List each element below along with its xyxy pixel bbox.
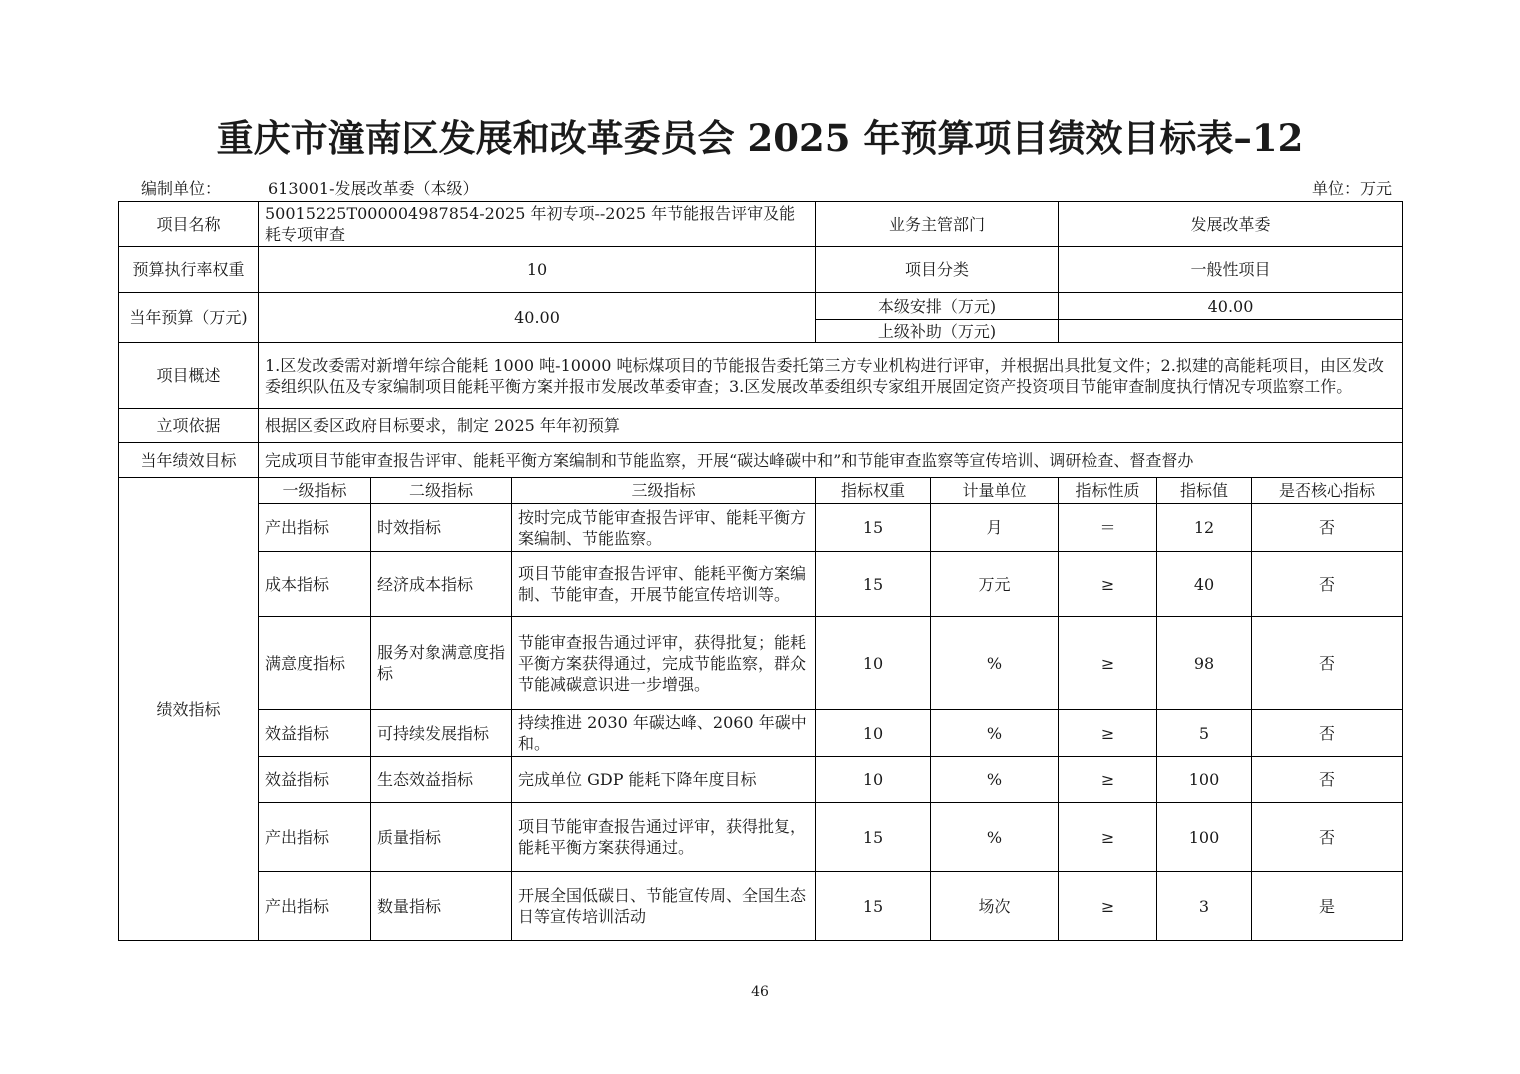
- header-cell: 二级指标: [371, 478, 512, 504]
- indicator-row: [119, 552, 1403, 617]
- nature-cell: ≥: [1059, 872, 1157, 941]
- upper-label: 上级补助（万元): [816, 320, 1059, 343]
- unit-cell: %: [931, 757, 1059, 803]
- header-cell: 一级指标: [259, 478, 371, 504]
- core-cell: 否: [1252, 617, 1403, 710]
- header-cell: 指标值: [1157, 478, 1252, 504]
- level1-cell: 产出指标: [259, 504, 371, 552]
- level1-cell: 成本指标: [259, 552, 371, 617]
- header-cell: 三级指标: [512, 478, 816, 504]
- value-cell: 3: [1157, 872, 1252, 941]
- core-cell: 是: [1252, 872, 1403, 941]
- basis-label: 立项依据: [119, 409, 259, 443]
- weight-cell: 10: [816, 710, 931, 757]
- level3-cell: 节能审查报告通过评审，获得批复；能耗平衡方案获得通过，完成节能监察，群众节能减碳意识进一步增强。: [512, 617, 816, 710]
- overview-value: 1.区发改委需对新增年综合能耗 1000 吨-10000 吨标煤项目的节能报告委托第三方专业机构进行评审，并根据出具批复文件；2.拟建的高能耗项目，由区发改委组织队伍及专家编制项目能耗平衡方案并报市发展改革委审查；3.区发展改革委组织专家组开展固定资产投资项目节能审查制度执行情况专项监察工作。: [259, 343, 1403, 409]
- level3-cell: 开展全国低碳日、节能宣传周、全国生态日等宣传培训活动: [512, 872, 816, 941]
- weight-cell: 15: [816, 504, 931, 552]
- nature-cell: ≥: [1059, 617, 1157, 710]
- nature-cell: ≥: [1059, 757, 1157, 803]
- unit-cell: 场次: [931, 872, 1059, 941]
- indicator-section-label: 绩效指标: [119, 478, 259, 941]
- level2-cell: 时效指标: [371, 504, 512, 552]
- nature-cell: ≥: [1059, 552, 1157, 617]
- category-label: 项目分类: [816, 247, 1059, 293]
- value-cell: 100: [1157, 803, 1252, 872]
- unit-cell: 月: [931, 504, 1059, 552]
- level2-cell: 可持续发展指标: [371, 710, 512, 757]
- weight-cell: 15: [816, 872, 931, 941]
- weight-cell: 15: [816, 803, 931, 872]
- local-value: 40.00: [1059, 293, 1403, 320]
- unit-label: 单位：万元: [1311, 179, 1392, 198]
- performance-target-table: [118, 201, 1403, 941]
- org-value: 613001-发展改革委（本级）: [268, 179, 479, 198]
- core-cell: 否: [1252, 710, 1403, 757]
- budget-value: 40.00: [259, 293, 816, 343]
- core-cell: 否: [1252, 504, 1403, 552]
- nature-cell: ≥: [1059, 710, 1157, 757]
- level1-cell: 效益指标: [259, 757, 371, 803]
- value-cell: 12: [1157, 504, 1252, 552]
- indicator-row: [119, 803, 1403, 872]
- value-cell: 5: [1157, 710, 1252, 757]
- row-project-name: [119, 202, 1403, 247]
- category-value: 一般性项目: [1059, 247, 1403, 293]
- basis-value: 根据区委区政府目标要求，制定 2025 年年初预算: [259, 409, 1403, 443]
- level2-cell: 经济成本指标: [371, 552, 512, 617]
- page-title: 重庆市潼南区发展和改革委员会 2025 年预算项目绩效目标表–12: [216, 116, 1304, 160]
- level3-cell: 项目节能审查报告评审、能耗平衡方案编制、节能审查，开展节能宣传培训等。: [512, 552, 816, 617]
- level2-cell: 服务对象满意度指标: [371, 617, 512, 710]
- row-overview: [119, 343, 1403, 409]
- weight-cell: 10: [816, 617, 931, 710]
- row-exec-weight: [119, 247, 1403, 293]
- level2-cell: 质量指标: [371, 803, 512, 872]
- unit-cell: %: [931, 617, 1059, 710]
- header-cell: 计量单位: [931, 478, 1059, 504]
- local-label: 本级安排（万元): [816, 293, 1059, 320]
- project-name-value: 50015225T000004987854-2025 年初专项--2025 年节能报告评审及能耗专项审查: [259, 202, 816, 247]
- goal-value: 完成项目节能审查报告评审、能耗平衡方案编制和节能监察，开展“碳达峰碳中和”和节能审查监察等宣传培训、调研检查、督查督办: [259, 443, 1403, 478]
- weight-cell: 15: [816, 552, 931, 617]
- indicator-row: [119, 504, 1403, 552]
- header-cell: 指标权重: [816, 478, 931, 504]
- level1-cell: 效益指标: [259, 710, 371, 757]
- goal-label: 当年绩效目标: [119, 443, 259, 478]
- weight-cell: 10: [816, 757, 931, 803]
- overview-label: 项目概述: [119, 343, 259, 409]
- dept-label: 业务主管部门: [816, 202, 1059, 247]
- level1-cell: 产出指标: [259, 872, 371, 941]
- indicator-row: [119, 757, 1403, 803]
- core-cell: 否: [1252, 552, 1403, 617]
- level3-cell: 完成单位 GDP 能耗下降年度目标: [512, 757, 816, 803]
- indicator-header-row: [119, 478, 1403, 504]
- upper-value: [1059, 320, 1403, 343]
- core-cell: 否: [1252, 757, 1403, 803]
- row-basis: [119, 409, 1403, 443]
- exec-weight-value: 10: [259, 247, 816, 293]
- level2-cell: 生态效益指标: [371, 757, 512, 803]
- level3-cell: 按时完成节能审查报告评审、能耗平衡方案编制、节能监察。: [512, 504, 816, 552]
- level1-cell: 产出指标: [259, 803, 371, 872]
- level2-cell: 数量指标: [371, 872, 512, 941]
- nature-cell: ＝: [1059, 504, 1157, 552]
- row-goal: [119, 443, 1403, 478]
- level3-cell: 持续推进 2030 年碳达峰、2060 年碳中和。: [512, 710, 816, 757]
- header-cell: 指标性质: [1059, 478, 1157, 504]
- header-cell: 是否核心指标: [1252, 478, 1403, 504]
- unit-cell: %: [931, 710, 1059, 757]
- exec-weight-label: 预算执行率权重: [119, 247, 259, 293]
- indicator-row: [119, 710, 1403, 757]
- project-name-label: 项目名称: [119, 202, 259, 247]
- indicator-row: [119, 617, 1403, 710]
- level3-cell: 项目节能审查报告通过评审，获得批复，能耗平衡方案获得通过。: [512, 803, 816, 872]
- value-cell: 100: [1157, 757, 1252, 803]
- org-label: 编制单位：: [141, 179, 222, 198]
- value-cell: 40: [1157, 552, 1252, 617]
- indicator-row: [119, 872, 1403, 941]
- row-budget-local: [119, 293, 1403, 320]
- unit-cell: 万元: [931, 552, 1059, 617]
- value-cell: 98: [1157, 617, 1252, 710]
- unit-cell: %: [931, 803, 1059, 872]
- page-number: 46: [751, 984, 769, 1000]
- core-cell: 否: [1252, 803, 1403, 872]
- budget-label: 当年预算（万元): [119, 293, 259, 343]
- level1-cell: 满意度指标: [259, 617, 371, 710]
- nature-cell: ≥: [1059, 803, 1157, 872]
- dept-value: 发展改革委: [1059, 202, 1403, 247]
